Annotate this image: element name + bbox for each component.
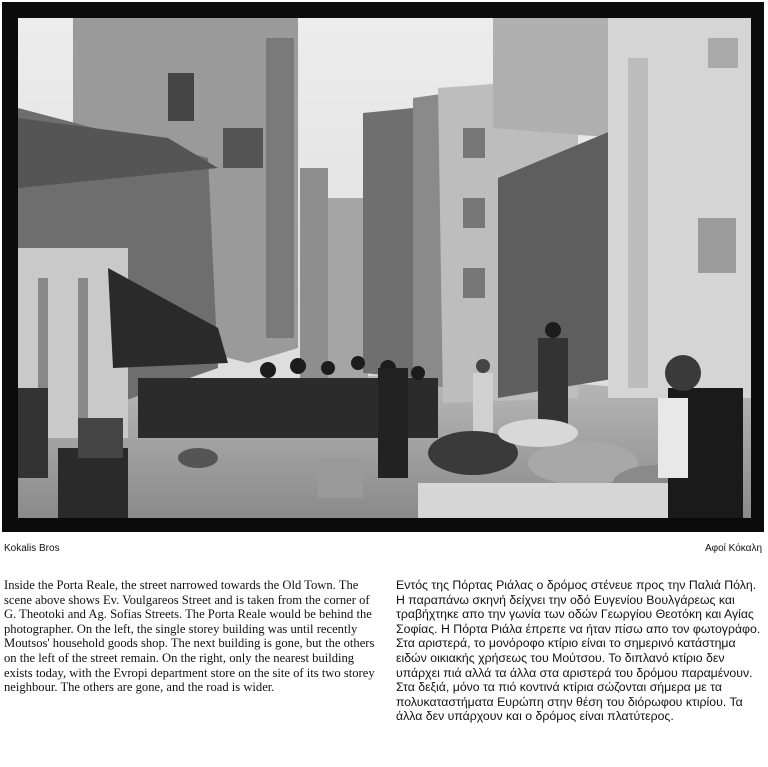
street-scene-illustration [18, 18, 751, 518]
photo-credit-english: Kokalis Bros [4, 543, 60, 554]
caption-english: Inside the Porta Reale, the street narrowed towards the Old Town. The scene above shows Ev. Voulgareos Street and is taken from the corner of G. Theotoki and Ag. Sofias Streets. The Porta Reale would be behind the photographer. On the left, the single storey building was until recently Moutsos' household goods shop. The next building is gone, but the others on the left of the street remain. On the right, only the nearest building exists today, with the Evropi department store on the site of its two storey neighbour. The others are gone, and the road is wider. [4, 578, 375, 695]
caption-greek: Εντός της Πόρτας Ριάλας ο δρόμος στένευε προς την Παλιά Πόλη. Η παραπάνω σκηνή δείχνει την οδό Ευγενίου Βουλγάρεως και τραβήχτηκε απο την γωνία των οδών Γεωργίου Θεοτόκη και Αγίας Σοφίας. Η Πόρτα Ριάλα έπρεπε να ήταν πίσω απο τον φωτογράφο. Στα αριστερά, το μονόροφο κτίριο είναι το σημερινό κατάστημα ειδών οικιακής χρήσεως του Μούτσου. Το διπλανό κτίριο δεν υπάρχει πιά αλλά τα άλλα στα αριστερά του δρόμου παραμένουν. Στα δεξιά, μόνο τα πιό κοντινά κτίρια σώζονται σήμερα με τα πολυκαταστήματα Ευρώπη στην θέση του διόρωφου κτιρίου. Τα άλλα δεν υπάρχουν και ο δρόμος είναι πλατύτερος. [396, 578, 761, 724]
historic-street-photo [18, 18, 751, 518]
photo-frame [2, 2, 764, 532]
photo-credit-greek: Αφοί Κόκαλη [704, 543, 762, 554]
